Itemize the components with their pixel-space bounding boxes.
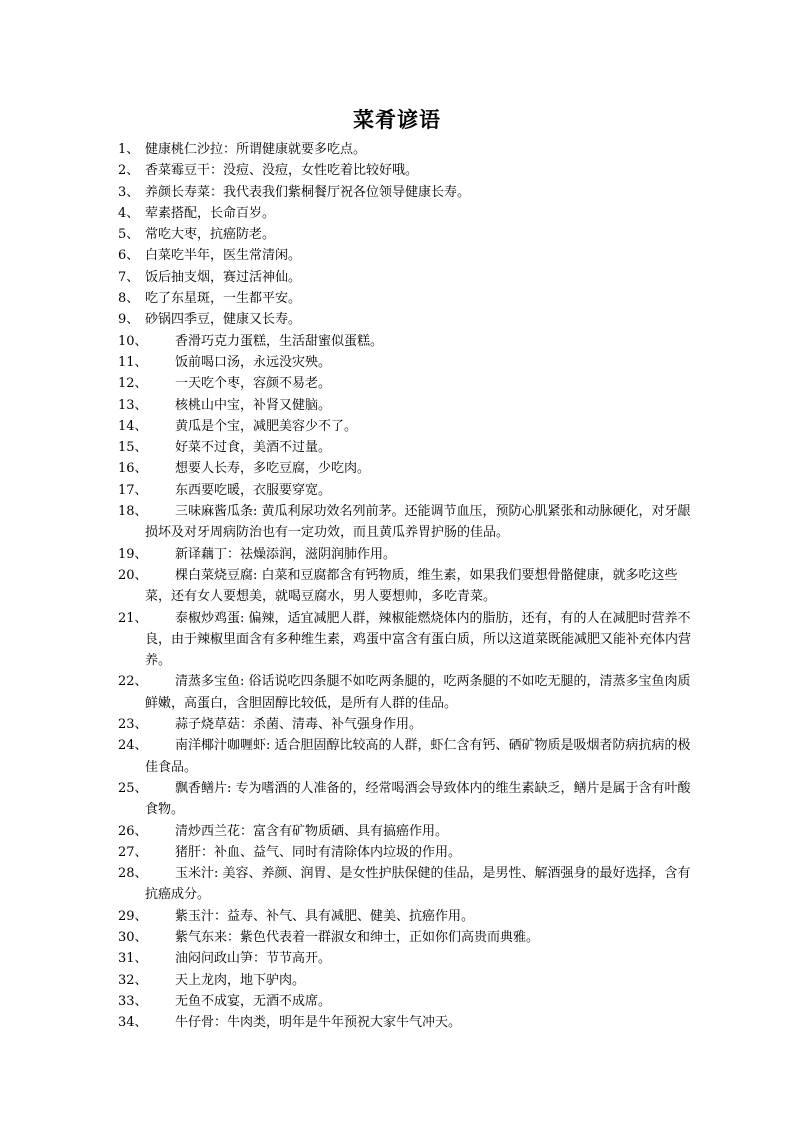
list-item [118,437,694,458]
list-item-text: 一天吃个枣，容颜不易老。 [175,376,332,392]
list-item-number: 19、 [118,546,148,562]
list-item [118,970,694,991]
list-item [118,331,694,352]
list-item [118,714,694,735]
list-item [118,906,694,927]
list-item [118,245,694,266]
list-item [118,1012,694,1033]
list-item [118,842,694,863]
list-item-number: 26、 [118,823,148,839]
list-item [118,416,694,437]
list-item-number: 22、 [118,674,148,690]
list-item [118,778,694,821]
list-item-text: 饭前喝口汤，永远没灾殃。 [175,354,332,370]
list-item-text: 砂锅四季豆，健康又长寿。 [145,312,302,328]
list-item-number: 14、 [118,418,148,434]
list-item [118,863,694,906]
list-item [118,224,694,245]
list-item-text: 紫玉汁：益寿、补气、具有减肥、健美、抗癌作用。 [175,908,475,924]
list-item-number: 1、 [118,142,140,157]
list-item-text: 紫气东来：紫色代表着一群淑女和绅士，正如你们高贵而典雅。 [175,929,540,945]
list-item-text: 好菜不过食，美酒不过量。 [175,440,332,456]
list-item-number: 23、 [118,717,148,733]
list-item [118,565,694,608]
list-item-number: 15、 [118,440,148,456]
list-item-text: 黄瓜是个宝，减肥美容少不了。 [175,418,358,434]
list-item [118,288,694,309]
list-item-number: 33、 [118,993,148,1009]
list-item [118,395,694,416]
list-item [118,927,694,948]
list-item [118,352,694,373]
list-item-number: 31、 [118,951,148,967]
list-item-text: 泰椒炒鸡蛋: 偏辣，适宜减肥人群，辣椒能燃烧体内的脂肪，还有，有的人在减肥时营养不良，由于辣椒里面含有多种维生素，鸡蛋中富含有蛋白质，所以这道菜既能减肥又能补充体内营养。 [145,610,692,669]
list-item-number: 3、 [118,184,140,200]
list-item [118,991,694,1012]
list-item [118,160,694,181]
list-item-number: 9、 [118,312,140,328]
list-item-number: 10、 [118,333,148,349]
list-item-number: 18、 [118,504,148,520]
list-item-text: 想要人长寿，多吃豆腐，少吃肉。 [175,461,371,477]
list-item-text: 荤素搭配，长命百岁。 [145,205,276,221]
list-item-text: 三味麻酱瓜条: 黄瓜利尿功效名列前茅。还能调节血压，预防心肌紧张和动脉硬化，对牙龈损坏及对牙周病防治也有一定功效，而且黄瓜养胃护肠的佳品。 [145,504,691,541]
list-item-number: 4、 [118,205,140,221]
list-item-number: 32、 [118,972,148,988]
list-item-text: 白菜吃半年，医生常清闲。 [145,248,302,264]
list-item-text: 养颜长寿菜：我代表我们紫桐餐厅祝各位领导健康长寿。 [145,184,471,200]
list-item [118,458,694,479]
list-item [118,203,694,224]
list-item-number: 16、 [118,461,148,477]
list-item [118,309,694,330]
list-item-number: 28、 [118,866,148,882]
list-item-text: 蒜子烧草菇：杀菌、清毒、补气强身作用。 [175,717,423,733]
list-item [118,501,694,544]
list-item-number: 2、 [118,163,140,179]
list-item-number: 21、 [118,610,148,626]
list-item-number: 11、 [118,354,148,370]
list-item [118,948,694,969]
list-item-text: 常吃大枣，抗癌防老。 [145,227,276,243]
list-item-number: 25、 [118,780,148,796]
list-item-number: 20、 [118,567,148,583]
list-item-number: 6、 [118,248,140,264]
list-item-text: 核桃山中宝，补肾又健脑。 [175,397,332,413]
list-item-text: 天上龙肉，地下驴肉。 [175,972,306,988]
list-item-text: 清炒西兰花：富含有矿物质硒、具有搞癌作用。 [175,823,449,839]
list-item-number: 8、 [118,291,140,307]
page-title: 菜肴谚语 [353,107,441,132]
list-item-number: 17、 [118,482,148,498]
list-item-text: 饭后抽支烟，赛过活神仙。 [145,269,302,285]
list-item-text: 玉米汁: 美容、养颜、润胃、是女性护肤保健的佳品，是男性、解酒强身的最好选择，含有抗癌成分。 [145,866,691,903]
list-item [118,373,694,394]
list-item-text: 飘香鳝片: 专为嗜酒的人准备的，经常喝酒会导致体内的维生素缺乏，鳝片是属于含有叶酸食物。 [145,780,691,818]
list-item-text: 吃了东星斑，一生都平安。 [145,291,302,307]
list-item-number: 13、 [118,397,148,413]
list-item-text: 油闷问政山笋：节节高开。 [175,951,332,967]
proverb-list [118,139,694,1033]
list-item-number: 24、 [118,738,148,754]
list-item-number: 34、 [118,1015,148,1031]
list-item [118,182,694,203]
list-item-number: 12、 [118,376,148,392]
list-item [118,139,694,160]
list-item-text: 南洋椰汁咖喱虾: 适合胆固醇比较高的人群，虾仁含有钙、硒矿物质是吸烟者防病抗病的极佳食品。 [145,738,691,775]
list-item-number: 29、 [118,908,148,924]
list-item-text: 健康桃仁沙拉：所谓健康就要多吃点。 [145,142,367,157]
list-item-text: 东西要吃暖，衣服要穿宽。 [175,482,332,498]
list-item-text: 牛仔骨：牛肉类，明年是牛年预祝大家牛气冲天。 [175,1015,462,1031]
list-item-text: 香滑巧克力蛋糕，生活甜蜜似蛋糕。 [175,333,384,349]
list-item-text: 猪肝：补血、益气、同时有清除体内垃圾的作用。 [175,844,462,860]
list-item [118,267,694,288]
list-item [118,544,694,565]
list-item [118,735,694,778]
list-item-text: 香菜霉豆干：没痘、没痘，女性吃着比较好哦。 [145,163,419,179]
list-item-number: 7、 [118,269,140,285]
list-item-text: 新译藕丁：祛燥添润，滋阴润肺作用。 [175,546,397,562]
list-item [118,671,694,714]
list-item [118,480,694,501]
list-item-text: 棵白菜烧豆腐: 白菜和豆腐都含有钙物质，维生素，如果我们要想骨骼健康，就多吃这些菜，还有女人要想美，就喝豆腐水，男人要想帅，多吃青菜。 [145,567,678,605]
list-item-number: 27、 [118,844,148,860]
list-item-number: 30、 [118,929,148,945]
list-item-number: 5、 [118,227,140,243]
list-item-text: 清蒸多宝鱼: 俗话说吃四条腿不如吃两条腿的，吃两条腿的不如吃无腿的，清蒸多宝鱼肉质鲜嫩，高蛋白，含胆固醇比较低，是所有人群的佳品。 [145,674,691,711]
list-item [118,821,694,842]
list-item [118,608,694,672]
list-item-text: 无鱼不成宴，无酒不成席。 [175,993,332,1009]
